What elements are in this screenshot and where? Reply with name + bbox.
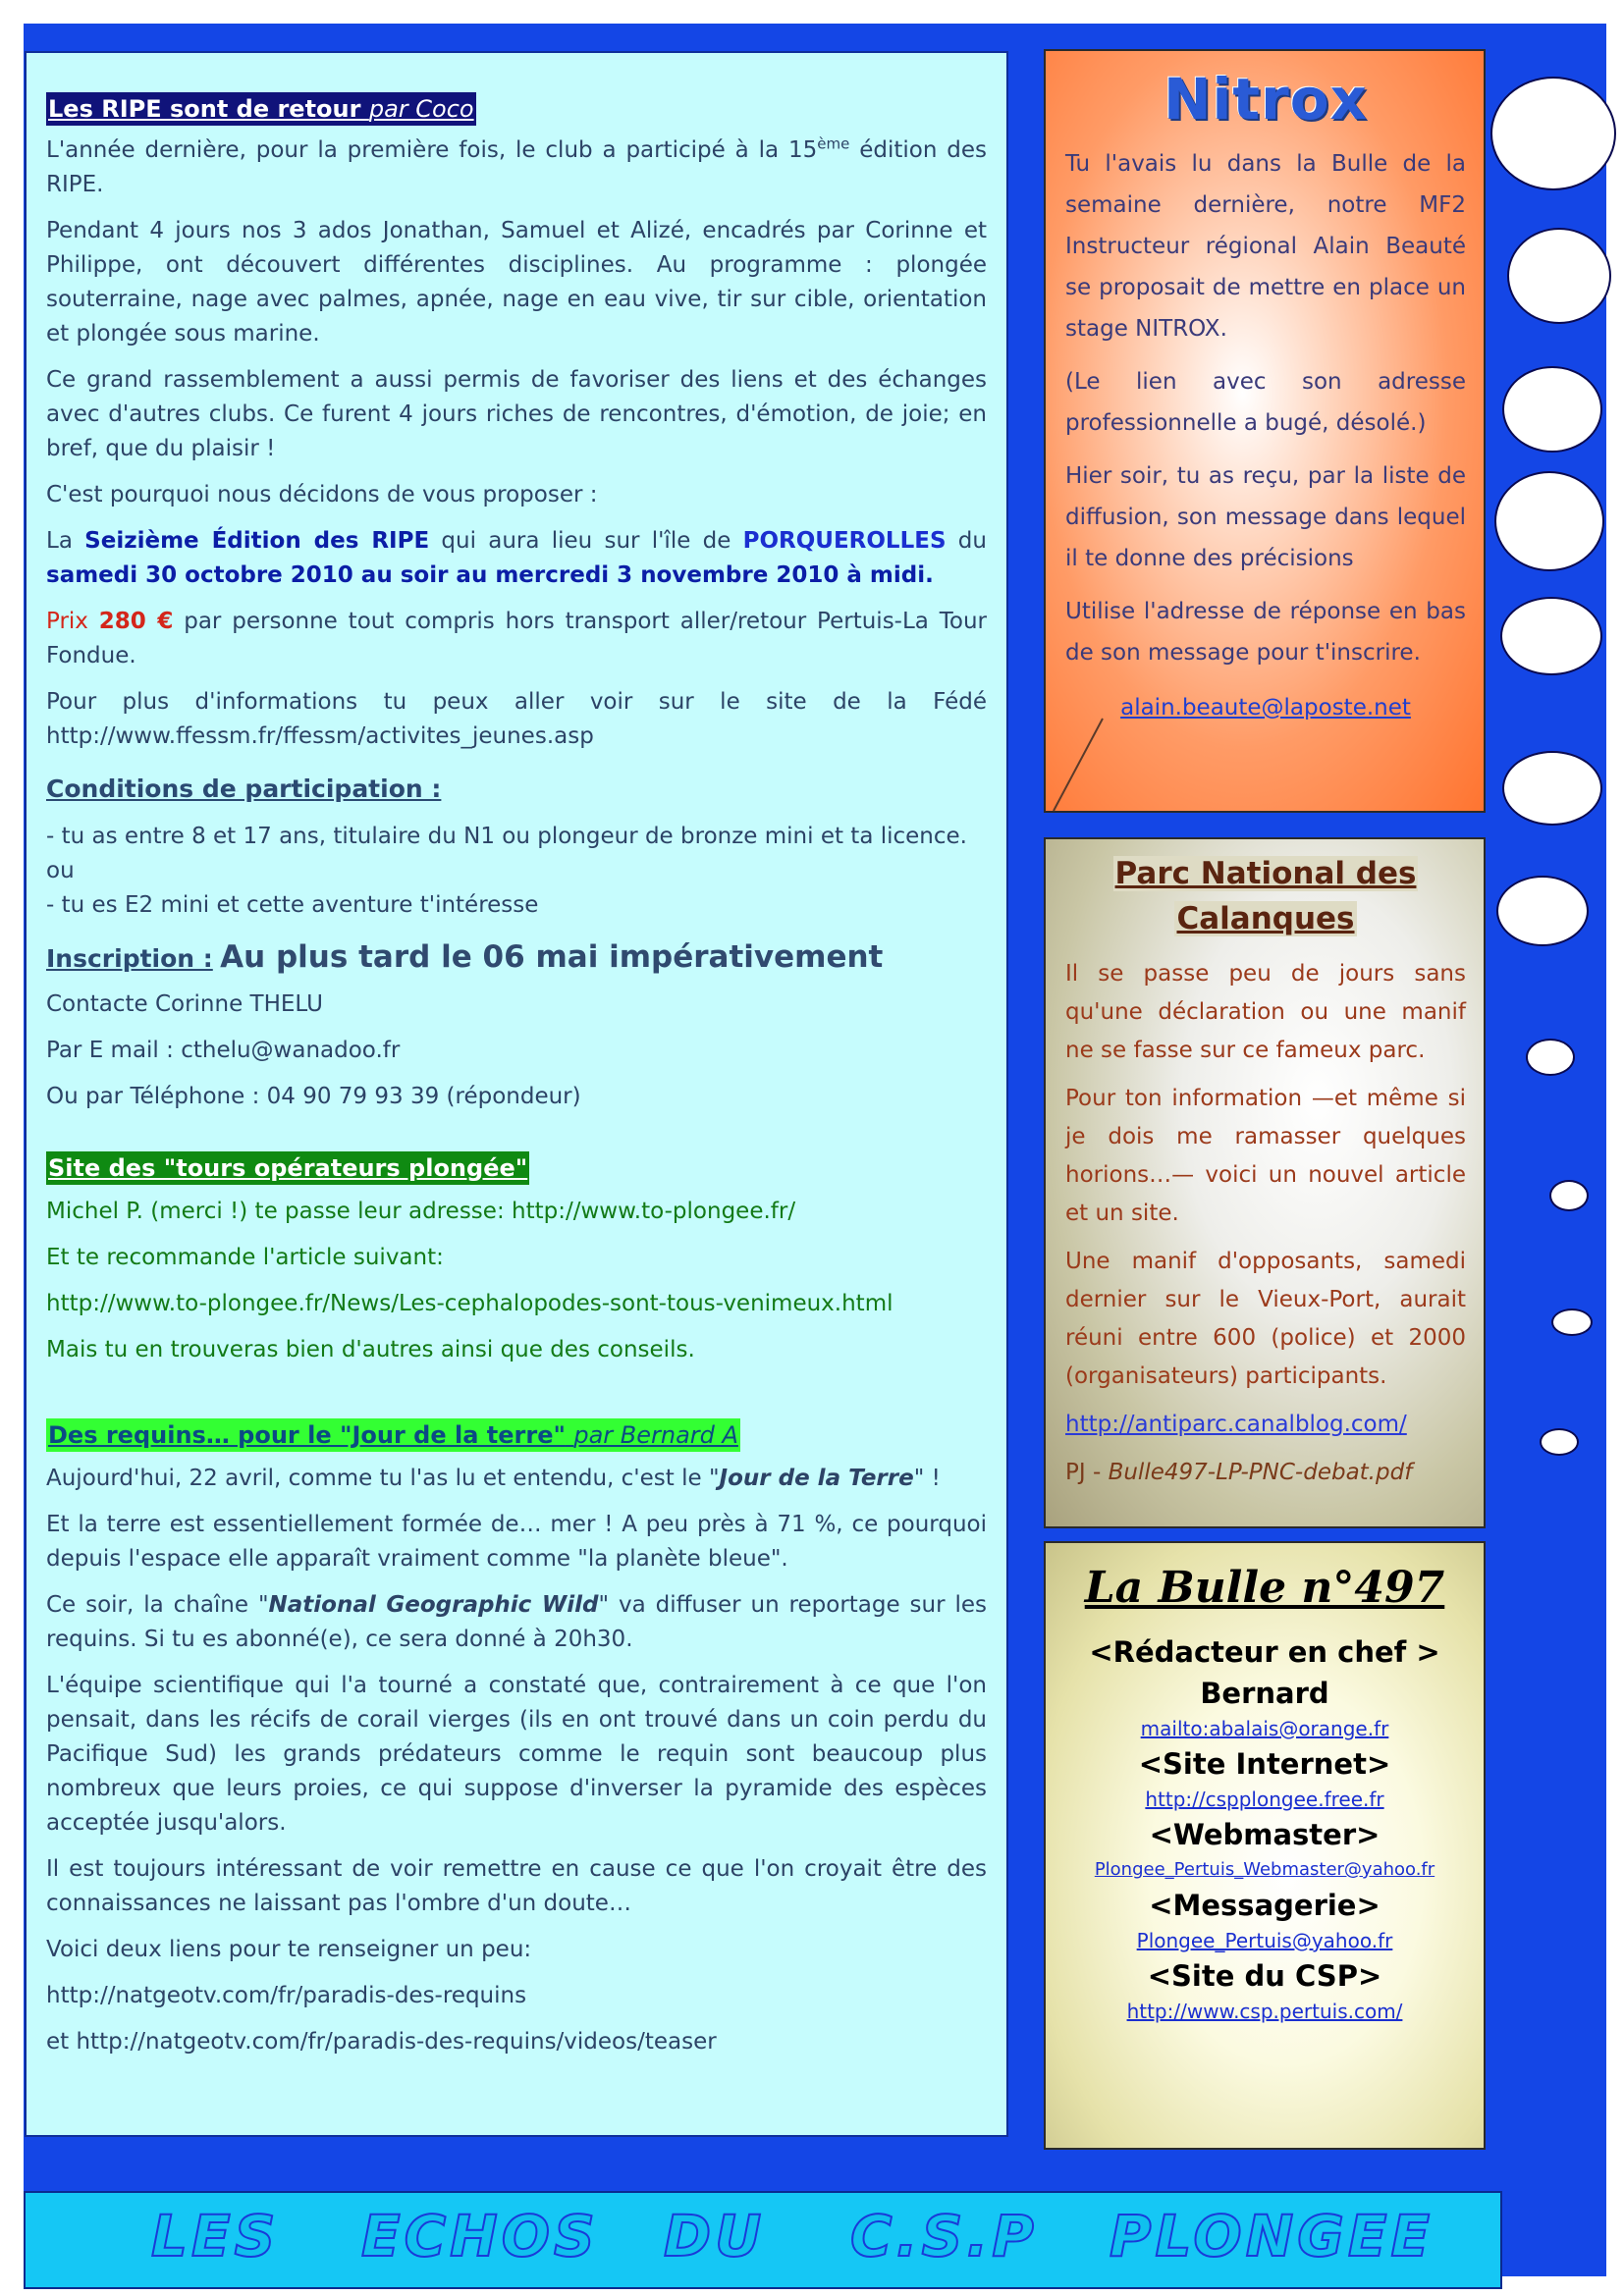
bulle-box [1044,1541,1486,2150]
requins-p2: Et la terre est essentiellement formée de… mer ! A peu près à 71 %, ce pourquoi depuis l'espace elle apparaît vraiment comme "la planète bleue". [46,1512,987,1572]
nitrox-p3: Hier soir, tu as reçu, par la liste de diffusion, son message dans lequel il te donne des précisions [1065,463,1466,571]
nitrox-mail-link[interactable]: alain.beaute@laposte.net [1120,695,1411,721]
ripe-heading-line [46,92,987,128]
messagerie-mail-link[interactable]: Plongee_Pertuis@yahoo.fr [1136,1929,1393,1952]
conditions-list [46,820,987,923]
requins-p3: Ce soir, la chaîne "National Geographic Wild" va diffuser un reportage sur les requins. Si tu es abonné(e), ce sera donné à 20h30. [46,1592,987,1652]
ripe-p5: La Seizième Édition des RIPE qui aura lieu sur l'île de PORQUEROLLES du samedi 30 octobre 2010 au soir au mercredi 3 novembre 2010 à midi. [46,528,987,588]
bubble-shape [1540,1428,1579,1456]
bubble-shape [1507,228,1611,324]
redac-label: <Rédacteur en chef > [1089,1635,1440,1669]
mail-line: Par E mail : cthelu@wanadoo.fr [46,1038,401,1063]
webmaster-mail-link[interactable]: Plongee_Pertuis_Webmaster@yahoo.fr [1094,1859,1435,1880]
tours-heading-line [46,1151,987,1187]
requins-p4: L'équipe scientifique qui l'a tourné a constaté que, contrairement à ce que l'on pensait, dans les récifs de corail vierges (ils en ont trouvé dans un coin perdu du Pacifique Sud) les grands prédateurs comme le requin sont beaucoup plus nombreux que leurs proies, ce qui suppose d'inverser la pyramide des espèces acceptée jusqu'alors. [46,1673,987,1836]
bulle-title: La Bulle n°497 [1084,1563,1445,1613]
parc-p3: Une manif d'opposants, samedi dernier sur le Vieux-Port, aurait réuni entre 600 (police) et 2000 (organisateurs) participants. [1065,1249,1466,1389]
bubble-shape [1500,597,1602,675]
natgeo-teaser-link[interactable]: http://natgeotv.com/fr/paradis-des-requins/videos/teaser [76,2029,717,2055]
ripe-p3: Ce grand rassemblement a aussi permis de favoriser des liens et des échanges avec d'autres clubs. Ce furent 4 jours riches de rencontres, d'émotion, de joie; en bref, que du plaisir ! [46,367,987,461]
footer-word: ECHOS [361,2203,599,2269]
bubble-shape [1494,471,1604,571]
requins-link1-line [46,1979,987,2013]
bubble-shape [1526,1039,1575,1076]
nitrox-title: Nitrox [1163,66,1368,133]
to-plongee-link[interactable]: http://www.to-plongee.fr/ [512,1199,796,1224]
ripe-p4: C'est pourquoi nous décidons de vous proposer : [46,482,598,507]
condition-2: - tu es E2 mini et cette aventure t'intéresse [46,892,539,918]
footer-word: C.S.P [850,2203,1038,2269]
antiparc-link[interactable]: http://antiparc.canalblog.com/ [1065,1412,1407,1437]
parc-p1: Il se passe peu de jours sans qu'une déclaration ou une manif ne se fasse sur ce fameux parc. [1065,961,1466,1063]
conditions-heading: Conditions de participation : [46,774,442,803]
nitrox-p1: Tu l'avais lu dans la Bulle de la semaine dernière, notre MF2 Instructeur régional Alain Beauté se proposait de mettre en place un stage NITROX. [1065,151,1466,342]
footer-banner [24,2191,1502,2289]
corinne-mail-link[interactable]: cthelu@wanadoo.fr [181,1038,401,1063]
inscription-deadline: Au plus tard le 06 mai impérativement [220,939,884,975]
bubble-shape [1502,751,1602,826]
tours-l2: Et te recommande l'article suivant: [46,1245,444,1270]
site-link[interactable]: http://cspplongee.free.fr [1145,1788,1384,1811]
cephalopodes-link[interactable]: http://www.to-plongee.fr/News/Les-cephalopodes-sont-tous-venimeux.html [46,1291,893,1316]
messagerie-label: <Messagerie> [1149,1889,1380,1922]
nitrox-p2: (Le lien avec son adresse professionnelle a bugé, désolé.) [1065,369,1466,436]
condition-or: ou [46,858,75,883]
csp-link[interactable]: http://www.csp.pertuis.com/ [1126,2000,1403,2023]
footer-word: LES [151,2203,280,2269]
nitrox-box [1044,49,1486,813]
conditions-heading-line [46,772,987,808]
footer-word: DU [664,2203,766,2269]
phone-line: Ou par Téléphone : 04 90 79 93 39 (répondeur) [46,1084,581,1109]
tours-l3 [46,1287,987,1321]
ripe-heading: Les RIPE sont de retour par Coco [46,92,476,126]
natgeo-link[interactable]: http://natgeotv.com/fr/paradis-des-requins [46,1983,527,2008]
bubble-shape [1496,876,1589,946]
bubble-shape [1549,1180,1589,1211]
csp-label: <Site du CSP> [1147,1959,1382,1993]
contact-line: Contacte Corinne THELU [46,991,323,1017]
inscription-label: Inscription : [46,944,213,973]
requins-p5: Il est toujours intéressant de voir remettre en cause ce que l'on croyait être des connaissances ne laissant pas l'ombre d'un doute… [46,1856,987,1916]
redac-name: Bernard [1200,1677,1329,1710]
parc-link-line [1065,1406,1466,1444]
tours-l1: Michel P. (merci !) te passe leur adresse: http://www.to-plongee.fr/ [46,1199,796,1224]
requins-p6: Voici deux liens pour te renseigner un peu: [46,1937,532,1962]
bubble-shape [1490,77,1616,190]
parc-attachment: PJ - Bulle497-LP-PNC-debat.pdf [1065,1460,1413,1485]
ripe-info: Pour plus d'informations tu peux aller voir sur le site de la Fédé http://www.ffessm.fr/ffessm/activites_jeunes.asp [46,689,987,749]
site-label: <Site Internet> [1138,1747,1391,1781]
parc-box [1044,837,1486,1528]
redac-mail-link[interactable]: mailto:abalais@orange.fr [1140,1717,1389,1740]
ripe-p2: Pendant 4 jours nos 3 ados Jonathan, Samuel et Alizé, encadrés par Corinne et Philippe, ont découvert différentes disciplines. Au programme : plongée souterraine, nage avec palmes, apnée, nage en eau vive, tir sur cible, orientation et plongée sous marine. [46,218,987,347]
bubble-shape [1502,366,1602,453]
tours-l4: Mais tu en trouveras bien d'autres ainsi que des conseils. [46,1337,695,1362]
bubble-shape [1551,1308,1593,1336]
requins-heading-line [46,1418,987,1454]
condition-1: - tu as entre 8 et 17 ans, titulaire du N1 ou plongeur de bronze mini et ta licence. [46,824,967,849]
ffessm-link[interactable]: http://www.ffessm.fr/ffessm/activites_jeunes.asp [46,723,594,749]
nitrox-p4: Utilise l'adresse de réponse en bas de son message pour t'inscrire. [1065,599,1466,666]
ripe-price: Prix 280 € par personne tout compris hors transport aller/retour Pertuis-La Tour Fondue. [46,609,987,668]
ripe-p1: L'année dernière, pour la première fois, le club a participé à la 15ème édition des RIPE. [46,134,987,197]
tours-heading: Site des "tours opérateurs plongée" [46,1151,529,1185]
requins-p1: Aujourd'hui, 22 avril, comme tu l'as lu et entendu, c'est le "Jour de la Terre" ! [46,1466,941,1491]
parc-p2: Pour ton information —et même si je dois me ramasser quelques horions…— voici un nouvel article et un site. [1065,1086,1466,1226]
footer-word: PLONGEE [1110,2203,1435,2269]
inscription-line [46,940,987,978]
requins-link2-line: et http://natgeotv.com/fr/paradis-des-requins/videos/teaser [46,2029,717,2055]
main-column [25,51,1008,2137]
webmaster-label: <Webmaster> [1149,1818,1380,1851]
parc-title: Parc National des Calanques [1114,856,1417,936]
requins-heading: Des requins… pour le "Jour de la terre" par Bernard A [46,1418,740,1452]
